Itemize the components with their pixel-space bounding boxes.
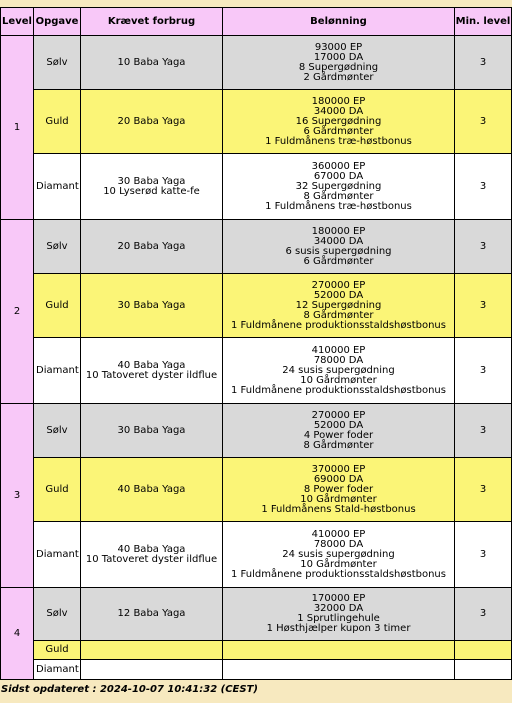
table-row: [1, 522, 512, 588]
required-line: 40 Baba Yaga: [117, 543, 186, 555]
reward-line: 10 Gårdmønter: [300, 374, 377, 386]
reward-line: 10 Gårdmønter: [300, 558, 377, 570]
required-line: 10 Lyserød katte-fe: [103, 185, 200, 197]
level-cell: 3: [1, 404, 34, 588]
required-line: 20 Baba Yaga: [117, 115, 186, 127]
min-level-cell: 3: [455, 522, 512, 588]
required-cell: [81, 90, 223, 154]
min-level-cell: [455, 641, 512, 660]
reward-cell: [223, 458, 455, 522]
reward-line: 1 Fuldmånene produktionsstaldshøstbonus: [231, 384, 446, 396]
table-row: [1, 660, 512, 680]
level-cell: 4: [1, 588, 34, 680]
task-cell: Diamant: [34, 338, 81, 404]
header-required: Krævet forbrug: [81, 8, 223, 36]
last-updated: Sidst opdateret : 2024-10-07 10:41:32 (CEST): [1, 684, 258, 695]
table-row: [1, 220, 512, 274]
required-cell: [81, 338, 223, 404]
min-level-cell: 3: [455, 458, 512, 522]
required-line: 10 Tatoveret dyster ildflue: [85, 553, 218, 565]
level-cell: 1: [1, 36, 34, 220]
reward-line: 8 Gårdmønter: [303, 190, 374, 202]
header-reward: Belønning: [223, 8, 455, 36]
reward-line: 34000 DA: [313, 105, 364, 117]
reward-line: 8 Power foder: [303, 483, 374, 495]
min-level-cell: 3: [455, 90, 512, 154]
task-cell: Guld: [34, 274, 81, 338]
reward-cell: [223, 154, 455, 220]
task-cell: Sølv: [34, 220, 81, 274]
reward-line: 1 Høsthjælper kupon 3 timer: [266, 623, 411, 634]
header-row: [1, 8, 512, 36]
task-cell: Diamant: [34, 660, 81, 680]
table-row: [1, 338, 512, 404]
reward-line: 1 Fuldmånene produktionsstaldshøstbonus: [231, 319, 446, 331]
reward-line: 67000 DA: [313, 170, 364, 182]
reward-line: 370000 EP: [311, 463, 366, 475]
min-level-cell: 3: [455, 36, 512, 90]
reward-cell: [223, 588, 455, 641]
reward-line: 8 Gårdmønter: [303, 309, 374, 321]
required-cell: [81, 458, 223, 522]
required-line: 40 Baba Yaga: [117, 359, 186, 371]
reward-line: 180000 EP: [311, 95, 366, 107]
reward-cell: [223, 641, 455, 660]
reward-cell: [223, 90, 455, 154]
reward-cell: [223, 522, 455, 588]
reward-line: 93000 EP: [314, 41, 363, 53]
task-cell: Guld: [34, 641, 81, 660]
table-row: [1, 404, 512, 458]
reward-cell: [223, 220, 455, 274]
required-line: 10 Tatoveret dyster ildflue: [85, 369, 218, 381]
min-level-cell: 3: [455, 274, 512, 338]
required-cell: [81, 220, 223, 274]
reward-line: 1 Sprutlingehule: [297, 613, 380, 624]
reward-line: 6 Gårdmønter: [303, 125, 374, 137]
reward-line: 78000 DA: [313, 538, 364, 550]
reward-line: 34000 DA: [313, 235, 364, 247]
required-cell: [81, 522, 223, 588]
reward-line: 8 Supergødning: [298, 61, 379, 73]
reward-line: 270000 EP: [311, 279, 366, 291]
required-cell: [81, 404, 223, 458]
task-cell: Sølv: [34, 36, 81, 90]
required-line: 20 Baba Yaga: [117, 240, 186, 252]
reward-line: 6 Gårdmønter: [303, 255, 374, 267]
reward-cell: [223, 338, 455, 404]
reward-line: 69000 DA: [313, 473, 364, 485]
table-row: [1, 588, 512, 641]
reward-line: 10 Gårdmønter: [300, 493, 377, 505]
reward-line: 4 Power foder: [303, 429, 374, 441]
rewards-table: [0, 7, 512, 680]
table-body: [1, 36, 512, 680]
table-row: [1, 458, 512, 522]
table-row: [1, 154, 512, 220]
min-level-cell: 3: [455, 588, 512, 641]
task-cell: Sølv: [34, 404, 81, 458]
reward-line: 12 Supergødning: [295, 299, 382, 311]
reward-line: 17000 DA: [313, 51, 364, 63]
reward-line: 24 susis supergødning: [282, 364, 395, 376]
table-row: [1, 641, 512, 660]
reward-line: 78000 DA: [313, 354, 364, 366]
min-level-cell: 3: [455, 404, 512, 458]
reward-line: 52000 DA: [313, 419, 364, 431]
required-line: 30 Baba Yaga: [117, 424, 186, 436]
required-line: 10 Baba Yaga: [117, 56, 186, 68]
table-row: [1, 274, 512, 338]
min-level-cell: 3: [455, 220, 512, 274]
min-level-cell: 3: [455, 338, 512, 404]
task-cell: Diamant: [34, 154, 81, 220]
reward-line: 1 Fuldmånens træ-høstbonus: [265, 135, 412, 147]
required-cell: [81, 588, 223, 641]
task-cell: Guld: [34, 90, 81, 154]
header-min-level: Min. level: [455, 8, 512, 36]
table-row: [1, 90, 512, 154]
required-line: 12 Baba Yaga: [117, 608, 186, 619]
reward-line: 32000 DA: [313, 603, 364, 614]
reward-line: 410000 EP: [311, 344, 366, 356]
reward-line: 52000 DA: [313, 289, 364, 301]
reward-line: 24 susis supergødning: [282, 548, 395, 560]
reward-line: 1 Fuldmånene produktionsstaldshøstbonus: [231, 568, 446, 580]
reward-cell: [223, 36, 455, 90]
task-cell: Sølv: [34, 588, 81, 641]
reward-cell: [223, 274, 455, 338]
required-line: 30 Baba Yaga: [117, 299, 186, 311]
header-level: Level: [1, 8, 34, 36]
reward-line: 270000 EP: [311, 409, 366, 421]
reward-cell: [223, 660, 455, 680]
reward-line: 16 Supergødning: [295, 115, 382, 127]
required-line: 30 Baba Yaga: [117, 175, 186, 187]
reward-line: 2 Gårdmønter: [303, 71, 374, 83]
task-cell: Guld: [34, 458, 81, 522]
reward-line: 1 Fuldmånens Stald-høstbonus: [261, 503, 416, 515]
level-cell: 2: [1, 220, 34, 404]
reward-line: 32 Supergødning: [295, 180, 382, 192]
required-cell: [81, 274, 223, 338]
min-level-cell: [455, 660, 512, 680]
table-row: [1, 36, 512, 90]
reward-line: 8 Gårdmønter: [303, 439, 374, 451]
reward-cell: [223, 404, 455, 458]
reward-line: 360000 EP: [311, 160, 366, 172]
header-task: Opgave: [34, 8, 81, 36]
task-cell: Diamant: [34, 522, 81, 588]
reward-line: 170000 EP: [311, 593, 366, 604]
min-level-cell: 3: [455, 154, 512, 220]
reward-line: 6 susis supergødning: [285, 245, 392, 257]
reward-line: 1 Fuldmånens træ-høstbonus: [265, 200, 412, 212]
reward-line: 180000 EP: [311, 225, 366, 237]
required-cell: [81, 641, 223, 660]
required-cell: [81, 154, 223, 220]
required-cell: [81, 660, 223, 680]
reward-line: 410000 EP: [311, 528, 366, 540]
required-line: 40 Baba Yaga: [117, 483, 186, 495]
required-cell: [81, 36, 223, 90]
